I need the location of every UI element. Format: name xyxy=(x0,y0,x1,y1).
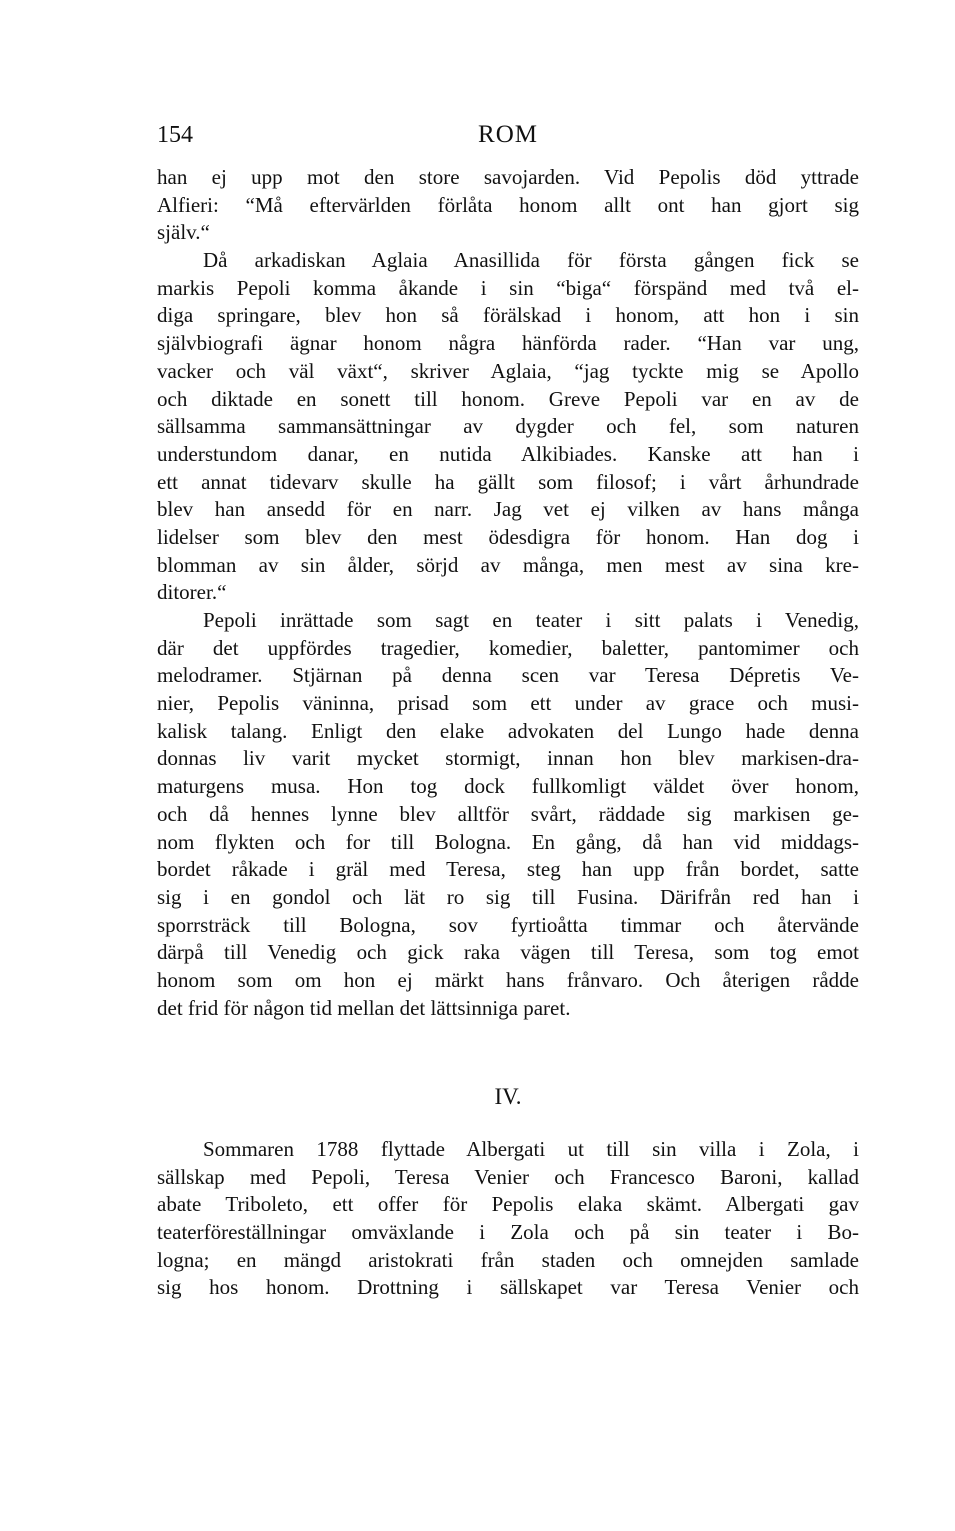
text-line: logna; en mängd aristokrati från staden och omnejden samlade xyxy=(157,1247,859,1272)
text-line: blev han ansedd för en narr. Jag vet ej vilken av hans många xyxy=(157,497,859,522)
text-line: blomman av sin ålder, sörjd av många, men mest av sina kre- xyxy=(157,552,859,577)
text-line: honom som om hon ej märkt hans frånvaro. Och återigen rådde xyxy=(157,967,859,992)
text-line: abate Triboleto, ett offer för Pepolis elaka skämt. Albergati gav xyxy=(157,1192,859,1217)
text-line: sällskap med Pepoli, Teresa Venier och Francesco Baroni, kallad xyxy=(157,1164,859,1189)
text-line: maturgens musa. Hon tog dock fullkomligt väldet över honom, xyxy=(157,774,859,799)
text-line: vacker och väl växt“, skriver Aglaia, “jag tyckte mig se Apollo xyxy=(157,358,859,383)
text-line: melodramer. Stjärnan på denna scen var Teresa Dépretis Ve- xyxy=(157,663,859,688)
text-line: sällsamma sammansättningar av dygder och fel, som naturen xyxy=(157,414,859,439)
text-line: sig i en gondol och lät ro sig till Fusina. Därifrån red han i xyxy=(157,884,859,909)
running-head xyxy=(157,118,859,152)
text-line: sig hos honom. Drottning i sällskapet var Teresa Venier och xyxy=(157,1275,859,1300)
text-line: sporrsträck till Bologna, sov fyrtioåtta timmar och återvände xyxy=(157,912,859,937)
text-line: nom flykten och for till Bologna. En gång, då han vid middags- xyxy=(157,829,859,854)
text-line: lidelser som blev den mest ödesdigra för honom. Han dog i xyxy=(157,524,859,549)
text-line: därpå till Venedig och gick raka vägen till Teresa, som tog emot xyxy=(157,940,859,965)
text-line: han ej upp mot den store savojarden. Vid Pepolis död yttrade xyxy=(157,165,859,189)
text-line: teaterföreställningar omväxlande i Zola och på sin teater i Bo- xyxy=(157,1220,859,1245)
text-line: och diktade en sonett till honom. Greve Pepoli var en av de xyxy=(157,386,859,411)
running-title: ROM xyxy=(478,121,538,148)
text-line: understundom danar, en nutida Alkibiades. Kanske att han i xyxy=(157,441,859,466)
text-line: donnas liv varit mycket stormigt, innan hon blev markisen-dra- xyxy=(157,746,859,771)
text-line: Pepoli inrättade som sagt en teater i sitt palats i Venedig, xyxy=(203,608,859,632)
text-line: och då hennes lynne blev alltför svårt, räddade sig markisen ge- xyxy=(157,801,859,826)
text-line: Sommaren 1788 flyttade Albergati ut till sin villa i Zola, i xyxy=(203,1137,859,1161)
text-line: ett annat tidevarv skulle ha gällt som filosof; i vårt århundrade xyxy=(157,469,859,494)
text-line: där det uppfördes tragedier, komedier, baletter, pantomimer och xyxy=(157,635,859,660)
text-line: nier, Pepolis väninna, prisad som ett under av grace och musi- xyxy=(157,691,859,716)
text-line: markis Pepoli komma åkande i sin “biga“ förspänd med två el- xyxy=(157,275,859,300)
text-line: Alfieri: “Må eftervärlden förlåta honom allt ont han gjort sig xyxy=(157,192,859,217)
text-line: själv.“ xyxy=(157,220,210,245)
text-line: bordet råkade i gräl med Teresa, steg han upp från bordet, satte xyxy=(157,857,859,882)
section-text xyxy=(157,1136,859,1302)
text-line: det frid för någon tid mellan det lättsinniga paret. xyxy=(157,995,571,1020)
body-text xyxy=(157,164,859,1022)
section-heading: IV. xyxy=(494,1084,522,1109)
text-line: Då arkadiskan Aglaia Anasillida för första gången fick se xyxy=(203,248,859,273)
page-number: 154 xyxy=(157,122,193,148)
text-line: kalisk talang. Enligt den elake advokaten del Lungo hade denna xyxy=(157,718,859,743)
text-line: ditorer.“ xyxy=(157,580,227,605)
text-line: självbiografi ägnar honom några hänförda rader. “Han var ung, xyxy=(157,331,859,356)
text-line: diga springare, blev hon så förälskad i honom, att hon i sin xyxy=(157,303,859,328)
